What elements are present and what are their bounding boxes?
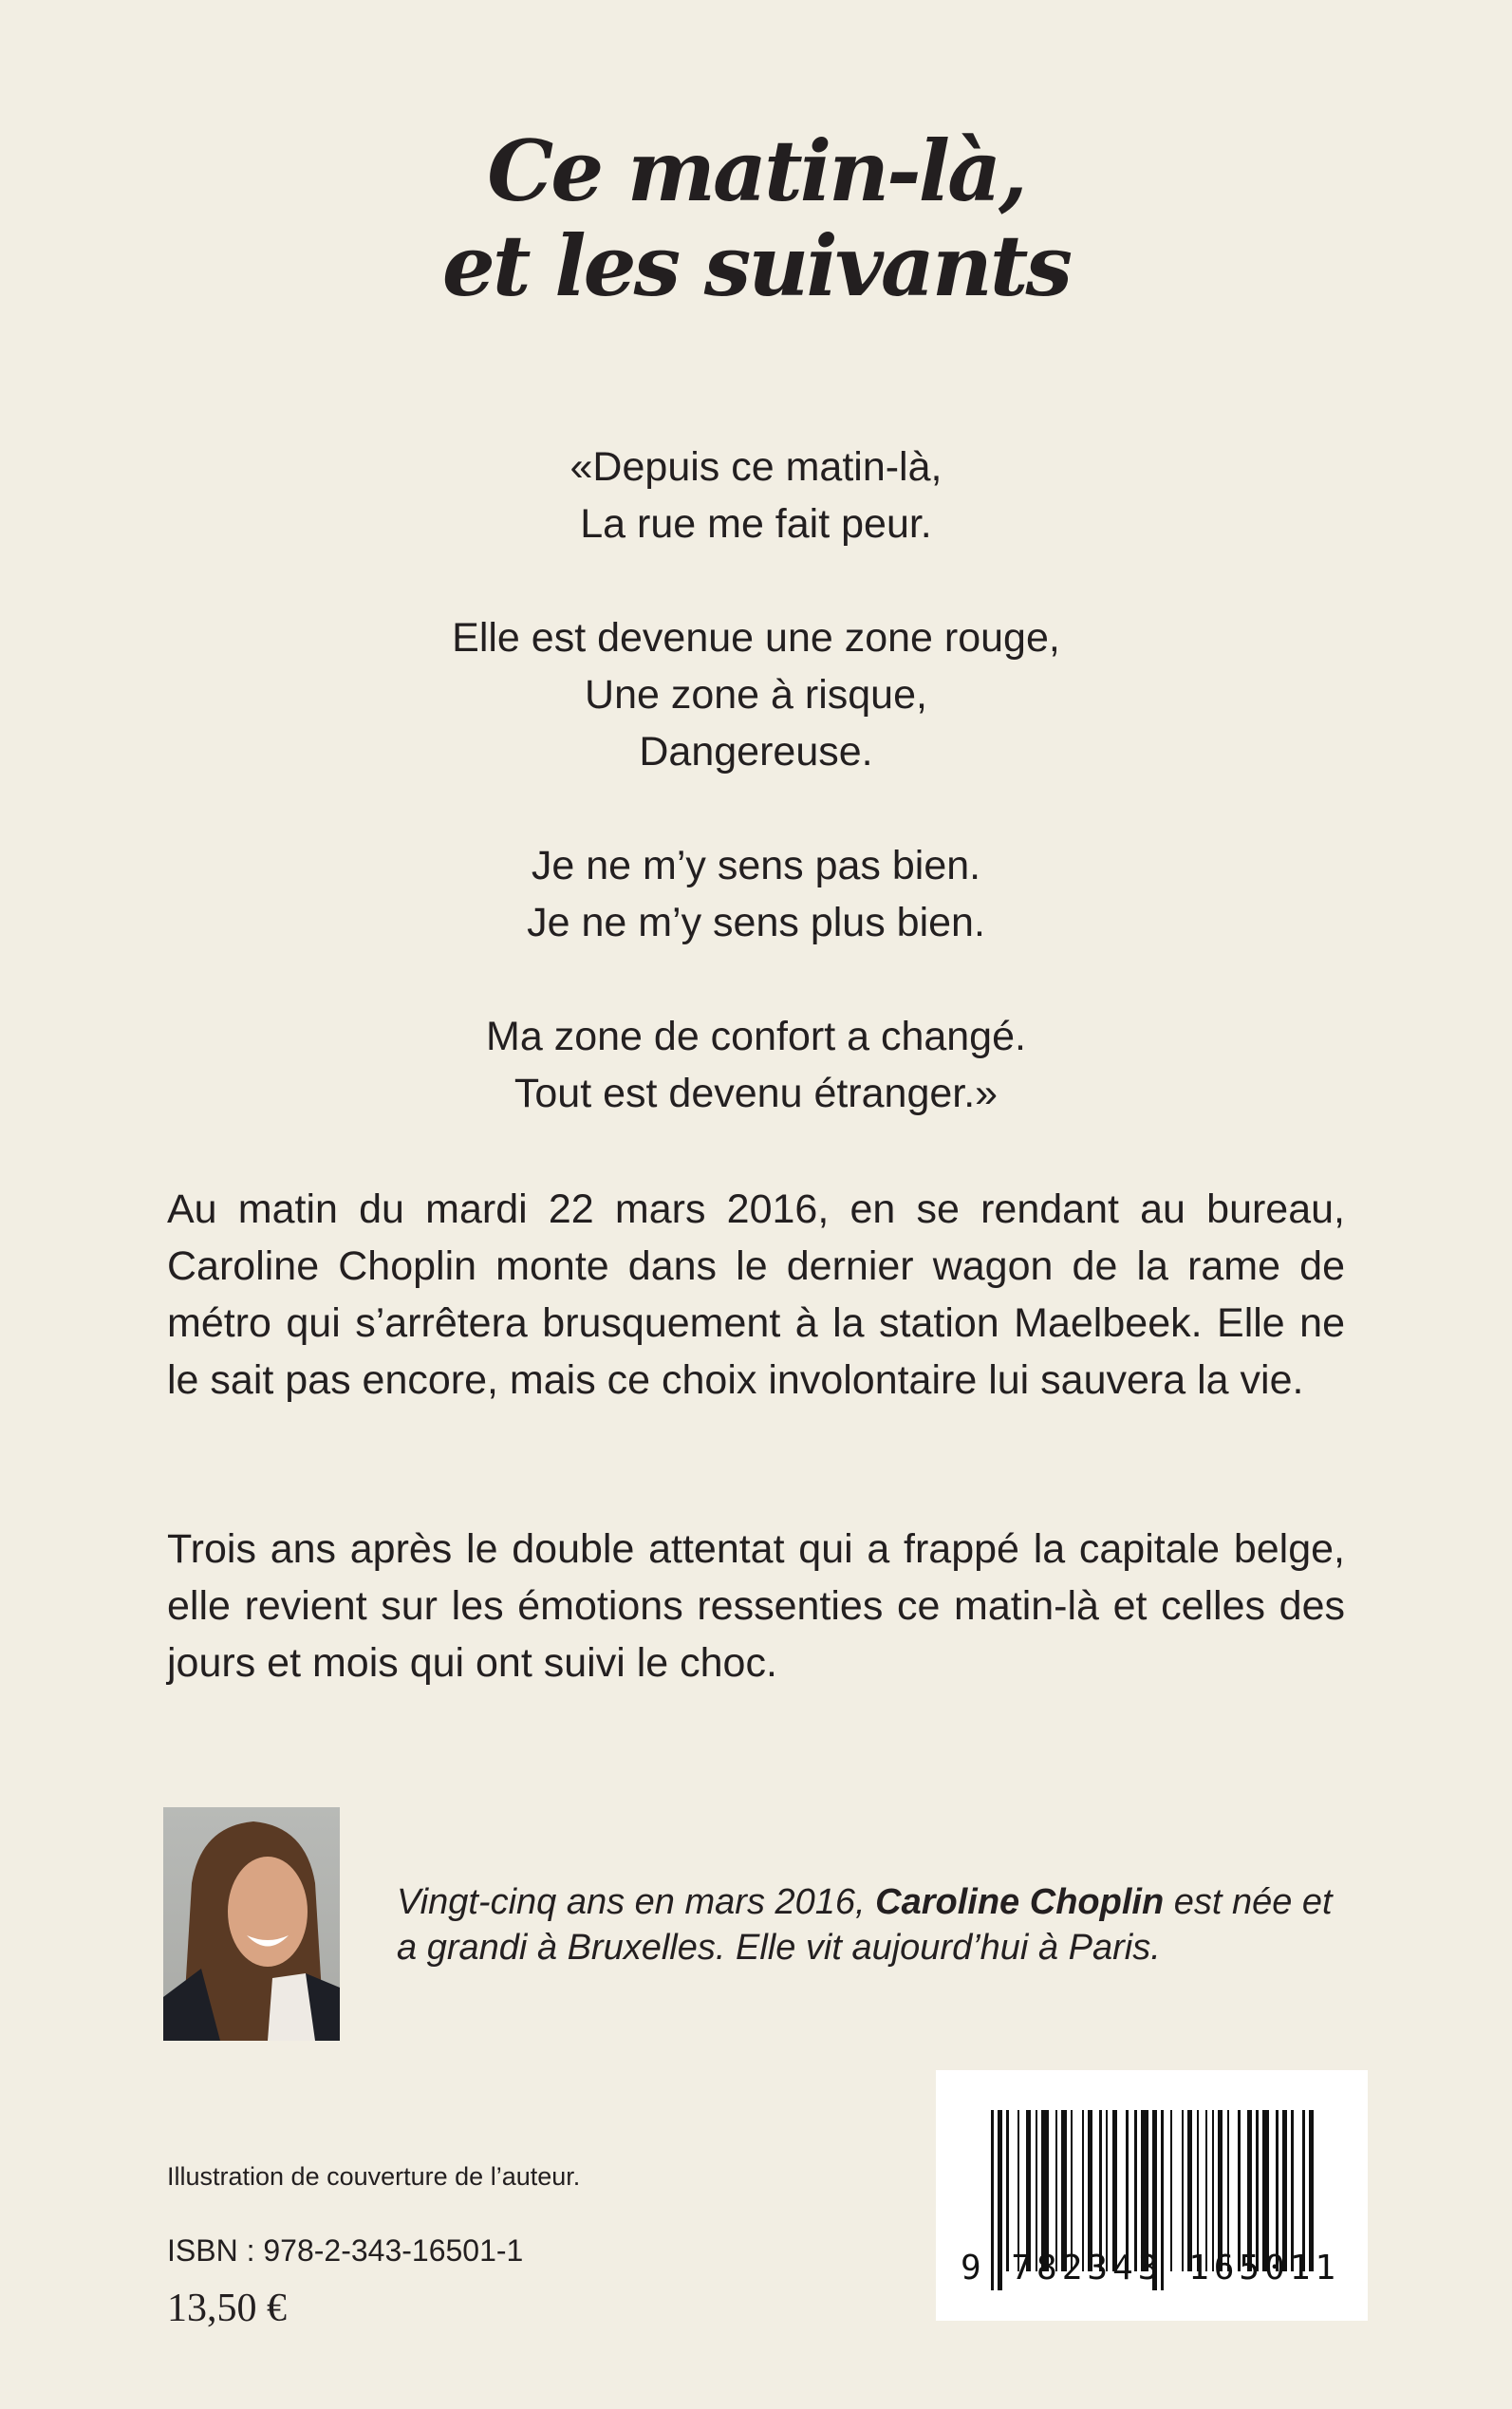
- author-bio: [397, 1879, 1346, 1970]
- barcode-bar: [1227, 2110, 1230, 2271]
- barcode-bar: [1099, 2110, 1102, 2271]
- barcode-bar: [1126, 2110, 1129, 2271]
- poem-line: Ma zone de confort a changé.: [486, 1014, 1026, 1059]
- poem-line: Dangereuse.: [639, 729, 873, 775]
- barcode-bar: [1106, 2110, 1109, 2271]
- barcode-bar: [1141, 2110, 1148, 2271]
- barcode-bar: [1134, 2110, 1137, 2271]
- barcode-bar: [1256, 2110, 1259, 2271]
- poem-line: La rue me fait peur.: [580, 501, 932, 547]
- barcode-bar: [1006, 2110, 1009, 2271]
- title-line-2: et les suivants: [441, 216, 1071, 315]
- bio-text: Vingt-cinq ans en mars 2016,: [397, 1882, 876, 1922]
- barcode-bar: [1197, 2110, 1200, 2271]
- barcode-bar: [1017, 2110, 1020, 2271]
- barcode-bar: [1036, 2110, 1038, 2271]
- summary-paragraph-1: Au matin du mardi 22 mars 2016, en se rendant au bureau, Caroline Choplin monte dans le dernier wagon de la rame de métro qui s’arrêtera brusquement à la station Maelbeek. Elle ne le sait pas encore, mais ce choix involontaire lui sauvera la vie.: [167, 1186, 1345, 1403]
- barcode-bar: [1282, 2110, 1287, 2271]
- barcode-bar: [1071, 2110, 1073, 2271]
- barcode-bar: [1262, 2110, 1270, 2271]
- barcode-bars: [991, 2110, 1323, 2271]
- barcode-bar: [1082, 2110, 1085, 2271]
- stanza: [0, 609, 1512, 780]
- price: 13,50 €: [167, 2287, 287, 2330]
- barcode-bar: [1302, 2110, 1305, 2271]
- barcode-bar: [1291, 2110, 1294, 2271]
- title-line-1: Ce matin-là,: [487, 121, 1025, 220]
- barcode-bar: [1205, 2110, 1208, 2271]
- barcode-bar: [1212, 2110, 1215, 2271]
- barcode-bar: [1182, 2110, 1185, 2271]
- barcode-bar: [1026, 2110, 1031, 2271]
- cover-credit: Illustration de couverture de l’auteur.: [167, 2162, 581, 2191]
- barcode-bar: [1088, 2110, 1092, 2271]
- barcode-bar: [1276, 2110, 1279, 2271]
- barcode-bar: [1112, 2110, 1117, 2271]
- barcode-bar: [1055, 2110, 1058, 2271]
- barcode-bar: [1170, 2110, 1173, 2271]
- barcode-bar: [1309, 2110, 1314, 2271]
- barcode-bar: [1218, 2110, 1223, 2271]
- poem-line: Une zone à risque,: [585, 672, 927, 718]
- poem-line: Je ne m’y sens plus bien.: [527, 900, 985, 945]
- barcode: [936, 2070, 1368, 2321]
- stanza: [0, 1008, 1512, 1122]
- poem-line: Elle est devenue une zone rouge,: [452, 615, 1060, 661]
- barcode-bar: [1247, 2110, 1252, 2271]
- barcode-bar: [1187, 2110, 1192, 2271]
- isbn: ISBN : 978-2-343-16501-1: [167, 2233, 524, 2268]
- barcode-number: 9 782343 165011: [961, 2249, 1341, 2288]
- author-name: Caroline Choplin: [875, 1882, 1165, 1922]
- stanza: [0, 439, 1512, 552]
- barcode-bar: [1238, 2110, 1241, 2271]
- author-photo: [163, 1807, 340, 2041]
- poem-quote: [0, 439, 1512, 1179]
- poem-line: Je ne m’y sens pas bien.: [531, 843, 981, 888]
- poem-line: Tout est devenu étranger.»: [513, 1071, 999, 1116]
- book-title: [0, 123, 1512, 313]
- poem-line: «Depuis ce matin-là,: [569, 444, 943, 490]
- summary-paragraph-2: Trois ans après le double attentat qui a frappé la capitale belge, elle revient sur les émotions ressenties ce matin-là et celles des jours et mois qui ont suivi le choc.: [167, 1526, 1345, 1686]
- barcode-bar: [1061, 2110, 1066, 2271]
- stanza: [0, 837, 1512, 951]
- barcode-bar: [1041, 2110, 1049, 2271]
- bio-text: est née et a grandi à Bruxelles. Elle vit aujourd’hui à Paris.: [397, 1882, 1333, 1968]
